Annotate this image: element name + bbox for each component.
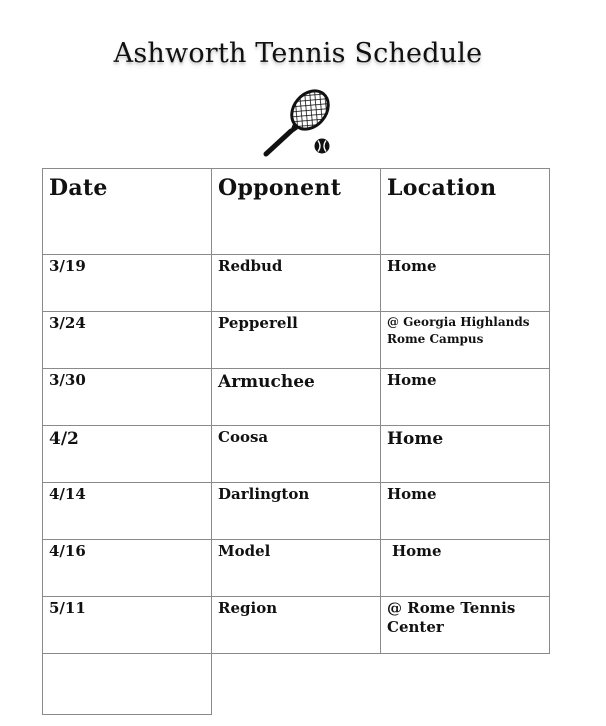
location-cell: Home xyxy=(381,426,550,483)
location-cell: Home xyxy=(381,369,550,426)
header-opponent: Opponent xyxy=(212,169,381,255)
table-row xyxy=(43,426,550,483)
location-cell: @ Georgia Highlands Rome Campus xyxy=(381,312,550,369)
opponent-cell: Redbud xyxy=(212,255,381,312)
opponent-cell: Armuchee xyxy=(212,369,381,426)
opponent-cell: Region xyxy=(212,597,381,654)
empty-cell xyxy=(212,654,381,715)
table-row xyxy=(43,540,550,597)
table-row-empty xyxy=(43,654,550,715)
table-row xyxy=(43,312,550,369)
empty-cell xyxy=(43,654,212,715)
location-cell: Home xyxy=(381,255,550,312)
opponent-cell: Darlington xyxy=(212,483,381,540)
date-cell: 4/2 xyxy=(43,426,212,483)
empty-cell xyxy=(381,654,550,715)
location-cell: Home xyxy=(381,483,550,540)
location-cell: Home xyxy=(381,540,550,597)
table-row xyxy=(43,483,550,540)
opponent-cell: Model xyxy=(212,540,381,597)
location-cell: @ Rome Tennis Center xyxy=(381,597,550,654)
table-row xyxy=(43,255,550,312)
header-location: Location xyxy=(381,169,550,255)
tennis-racket-and-ball-icon xyxy=(258,84,338,158)
opponent-cell: Coosa xyxy=(212,426,381,483)
header-date: Date xyxy=(43,169,212,255)
schedule-table xyxy=(42,168,550,715)
date-cell: 3/19 xyxy=(43,255,212,312)
table-row xyxy=(43,369,550,426)
opponent-cell: Pepperell xyxy=(212,312,381,369)
date-cell: 3/30 xyxy=(43,369,212,426)
table-header-row xyxy=(43,169,550,255)
page-title: Ashworth Tennis Schedule xyxy=(113,38,483,69)
date-cell: 3/24 xyxy=(43,312,212,369)
table-row xyxy=(43,597,550,654)
date-cell: 4/14 xyxy=(43,483,212,540)
date-cell: 5/11 xyxy=(43,597,212,654)
date-cell: 4/16 xyxy=(43,540,212,597)
